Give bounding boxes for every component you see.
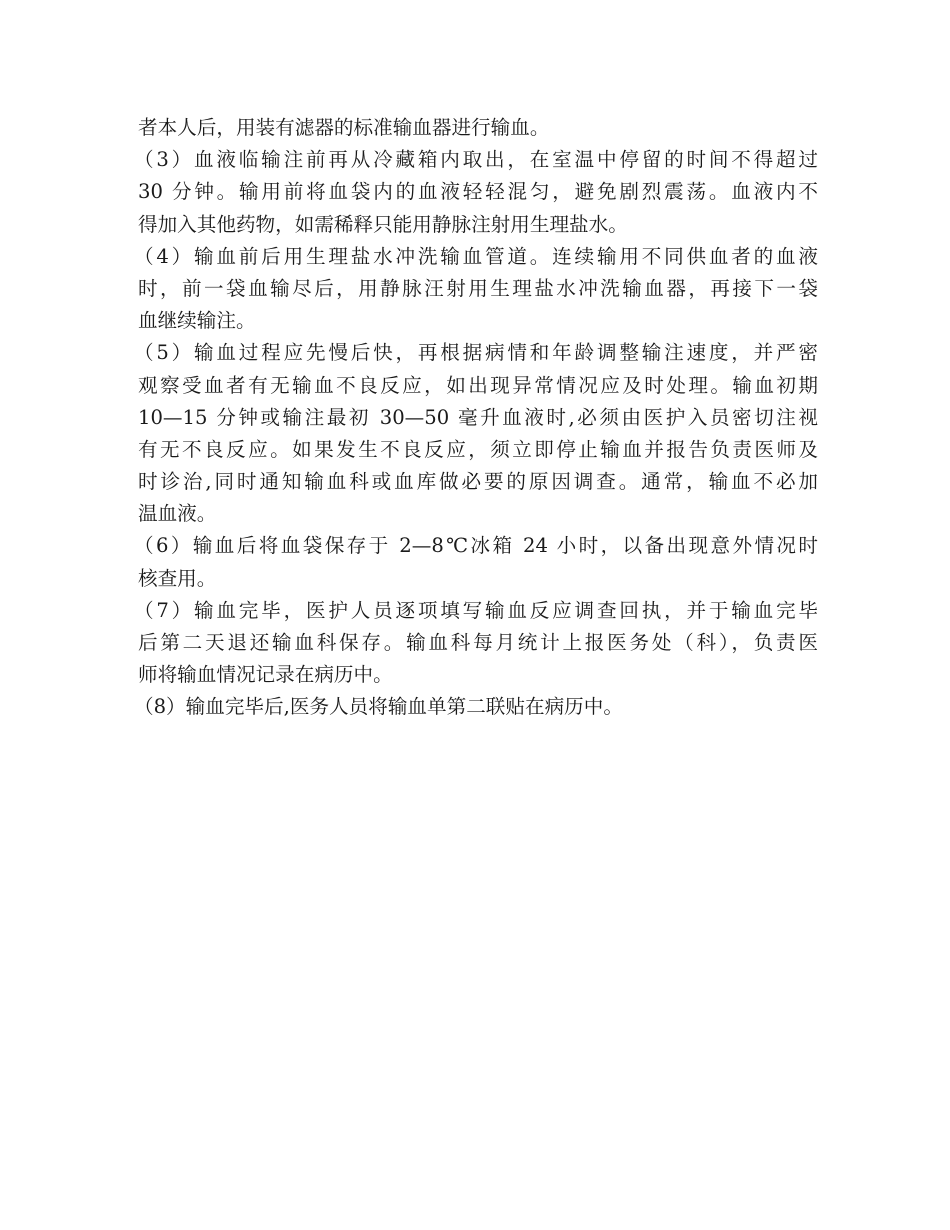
text-line: 得加入其他药物，如需稀释只能用静脉注射用生理盐水。: [138, 212, 628, 236]
text-line: （3）血液临输注前再从冷藏箱内取出，在室温中停留的时间不得超过: [134, 148, 818, 172]
text-line: 核查用。: [138, 566, 217, 590]
text-line: （6）输血后将血袋保存于 2—8℃冰箱 24 小时，以备出现意外情况时: [134, 534, 818, 558]
text-line: 30 分钟。输用前将血袋内的血液轻轻混匀，避免剧烈震荡。血液内不: [138, 180, 818, 204]
text-line: 有无不良反应。如果发生不良反应，须立即停止输血并报告负责医师及: [138, 437, 818, 461]
text-line: 血继续输注。: [138, 309, 256, 333]
text-line: （8）输血完毕后,医务人员将输血单第二联贴在病历中。: [134, 695, 623, 719]
text-line: 时，前一袋血输尽后，用静脉汪射用生理盐水冲洗输血器，再接下一袋: [138, 276, 818, 300]
text-line: 后第二天退还输血科保存。输血科每月统计上报医务处（科），负责医: [138, 631, 818, 654]
text-line: 10—15 分钟或输注最初 30—50 毫升血液时,必须由医护入员密切注视: [138, 405, 818, 429]
text-line: 时诊治,同时通知输血科或血库做必要的原因调查。通常，输血不必加: [138, 470, 818, 494]
text-line: 者本人后，用装有滤器的标准输血器进行输血。: [138, 116, 550, 139]
text-line: 温血液。: [138, 502, 217, 526]
text-line: （4）输血前后用生理盐水冲洗输血管道。连续输用不同供血者的血液: [134, 244, 818, 268]
document-body: [134, 112, 818, 724]
text-line: 师将输血情况记录在病历中。: [138, 663, 393, 687]
text-line: 观察受血者有无输血不良反应，如出现异常情况应及时处理。输血初期: [138, 373, 818, 397]
text-line: （5）输血过程应先慢后快，再根据病情和年龄调整输注速度，并严密: [134, 341, 818, 365]
text-line: （7）输血完毕，医护人员逐项填写输血反应调查回执，并于输血完毕: [134, 598, 818, 622]
